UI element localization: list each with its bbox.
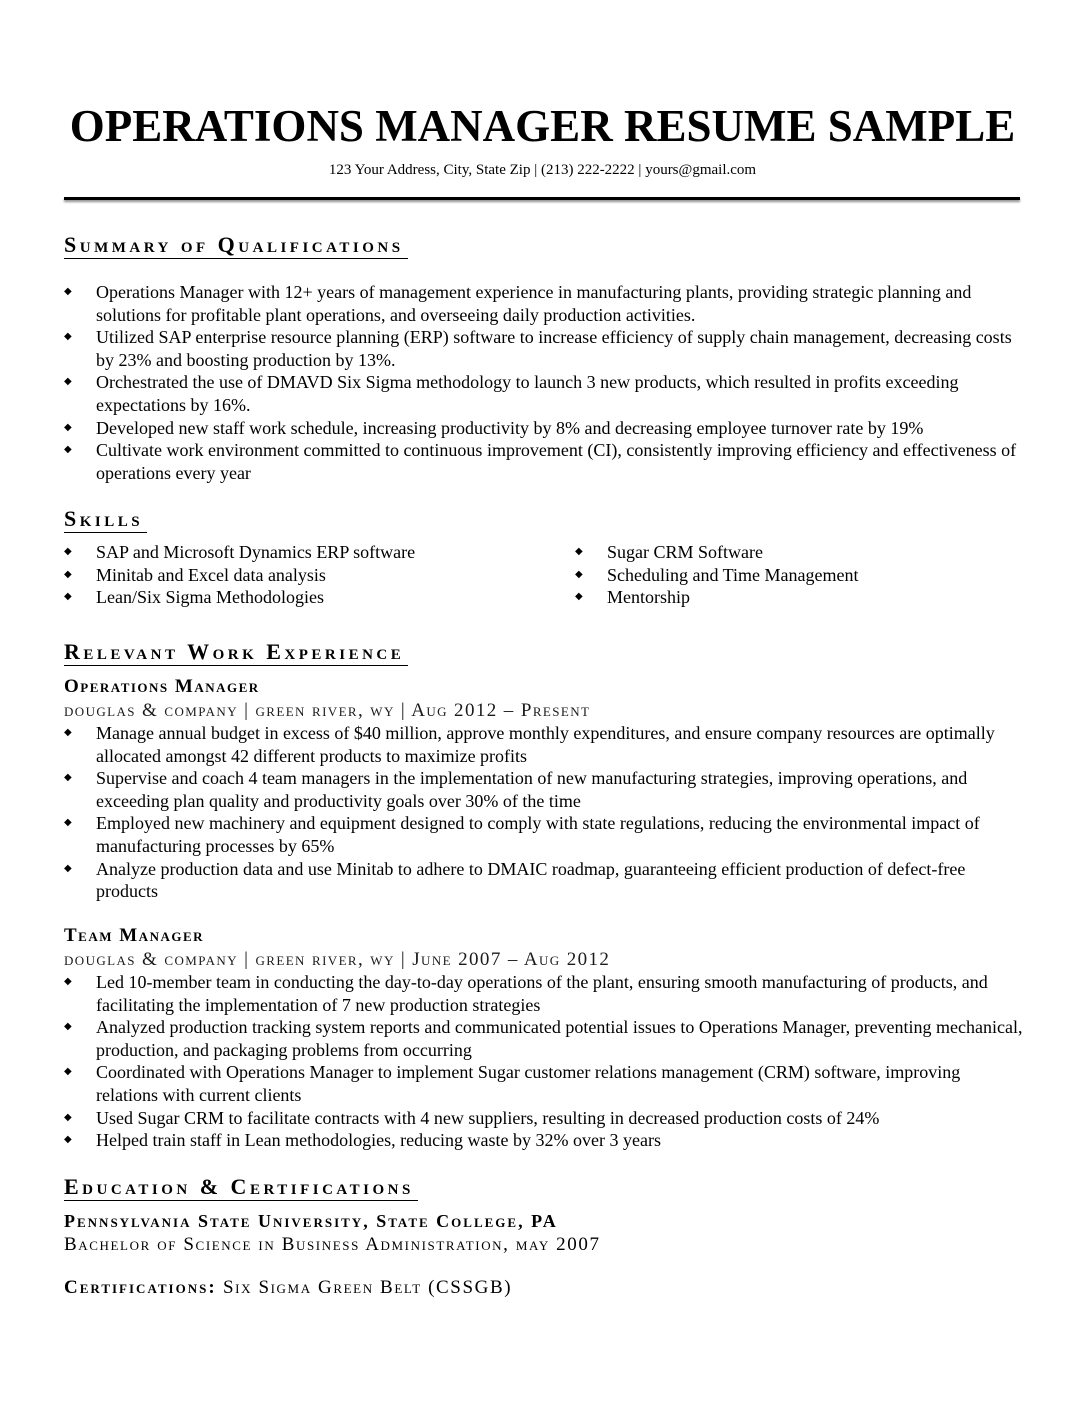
list-item: ◆ Supervise and coach 4 team managers in the implementation of new manufacturing strategies, improving operations, and exceeding plan quality and productivity goals over 30% of the time [64, 768, 968, 811]
list-item: ◆ Manage annual budget in excess of $40 million, approve monthly expenditures, and ensure company resources are optimally allocated amongst 42 different products to maximize profits [64, 723, 995, 766]
list-item: ◆ Operations Manager with 12+ years of management experience in manufacturing plants, providing strategic planning and solutions for profitable plant operations, and overseeing daily production activities. [64, 282, 972, 325]
list-item: ◆ Utilized SAP enterprise resource planning (ERP) software to increase efficiency of supply chain management, decreasing costs by 23% and boosting production by 13%. [64, 327, 1012, 370]
job-title: Operations Manager [64, 676, 260, 697]
list-item: ◆ Lean/Six Sigma Methodologies [64, 587, 324, 608]
diamond-bullet-icon: ◆ [64, 331, 72, 343]
diamond-bullet-icon: ◆ [64, 862, 72, 874]
summary-list [64, 281, 1024, 484]
diamond-bullet-icon: ◆ [64, 286, 72, 297]
skills-list-right [575, 541, 1015, 609]
list-item: ◆ Scheduling and Time Management [575, 564, 859, 585]
list-item: ◆ Orchestrated the use of DMAVD Six Sigma methodology to launch 3 new products, which resulted in profits exceeding expectations by 16%. [64, 372, 959, 415]
resume-title: OPERATIONS MANAGER RESUME SAMPLE [69, 101, 1016, 151]
list-item: ◆ Analyzed production tracking system reports and communicated potential issues to Operations Manager, preventing mechanical, production, and packaging problems from occurring [64, 1017, 1023, 1060]
list-item: ◆ Used Sugar CRM to facilitate contracts with 4 new suppliers, resulting in decreased production costs of 24% [64, 1107, 880, 1128]
job-meta: douglas & company | green river, wy | June 2007 – Aug 2012 [64, 949, 611, 970]
list-item: ◆ SAP and Microsoft Dynamics ERP software [64, 542, 416, 562]
certifications-label: Certifications: [64, 1277, 217, 1298]
job-duties-list [64, 722, 1024, 903]
diamond-bullet-icon: ◆ [64, 1134, 72, 1146]
diamond-bullet-icon: ◆ [575, 591, 583, 603]
list-item: ◆ Developed new staff work schedule, increasing productivity by 8% and decreasing employee turnover rate by 19% [64, 417, 924, 438]
diamond-bullet-icon: ◆ [64, 546, 72, 557]
list-item: ◆ Cultivate work environment committed to continuous improvement (CI), consistently improving efficiency and effectiveness of operations every year [64, 440, 1017, 483]
diamond-bullet-icon: ◆ [64, 444, 72, 456]
degree-line: Bachelor of Science in Business Administration, may 2007 [64, 1234, 601, 1255]
diamond-bullet-icon: ◆ [64, 772, 72, 784]
education-heading: Education & Certifications [64, 1174, 418, 1201]
diamond-bullet-icon: ◆ [64, 976, 72, 987]
list-item: ◆ Helped train staff in Lean methodologies, reducing waste by 32% over 3 years [64, 1130, 661, 1151]
list-item: ◆ Analyze production data and use Minitab to adhere to DMAIC roadmap, guaranteeing efficient production of defect-free products [64, 858, 966, 902]
diamond-bullet-icon: ◆ [575, 546, 583, 557]
list-item: ◆ Mentorship [575, 587, 690, 608]
job-meta: douglas & company | green river, wy | Aug 2012 – Present [64, 700, 591, 721]
list-item: ◆ Minitab and Excel data analysis [64, 564, 326, 585]
job-duties-list [64, 971, 1024, 1152]
summary-heading: Summary of Qualifications [64, 232, 408, 259]
list-item: ◆ Led 10-member team in conducting the day-to-day operations of the plant, ensuring smooth manufacturing of products, and facilitating the implementation of 7 new production strategies [64, 972, 988, 1015]
header-divider [64, 197, 1020, 200]
certifications-value: Six Sigma Green Belt (CSSGB) [223, 1277, 513, 1298]
diamond-bullet-icon: ◆ [64, 1021, 72, 1033]
experience-heading: Relevant Work Experience [64, 639, 408, 666]
list-item: ◆ Coordinated with Operations Manager to implement Sugar customer relations management (CRM) software, improving relations with current clients [64, 1062, 961, 1105]
list-item: ◆ Sugar CRM Software [575, 542, 763, 562]
skills-heading: Skills [64, 506, 147, 533]
certifications-line [64, 1277, 512, 1299]
skills-list-left [64, 541, 544, 609]
diamond-bullet-icon: ◆ [64, 421, 72, 433]
diamond-bullet-icon: ◆ [64, 568, 72, 580]
diamond-bullet-icon: ◆ [64, 817, 72, 829]
diamond-bullet-icon: ◆ [64, 591, 72, 603]
list-item: ◆ Employed new machinery and equipment designed to comply with state regulations, reducing the environmental impact of manufacturing processes by 65% [64, 813, 980, 856]
school-name: Pennsylvania State University, State College, PA [64, 1211, 558, 1231]
diamond-bullet-icon: ◆ [64, 376, 72, 388]
diamond-bullet-icon: ◆ [64, 1066, 72, 1078]
diamond-bullet-icon: ◆ [64, 727, 72, 738]
diamond-bullet-icon: ◆ [575, 568, 583, 580]
diamond-bullet-icon: ◆ [64, 1111, 72, 1123]
contact-line: 123 Your Address, City, State Zip | (213) 222-2222 | yours@gmail.com [328, 162, 757, 178]
job-title: Team Manager [64, 925, 205, 946]
